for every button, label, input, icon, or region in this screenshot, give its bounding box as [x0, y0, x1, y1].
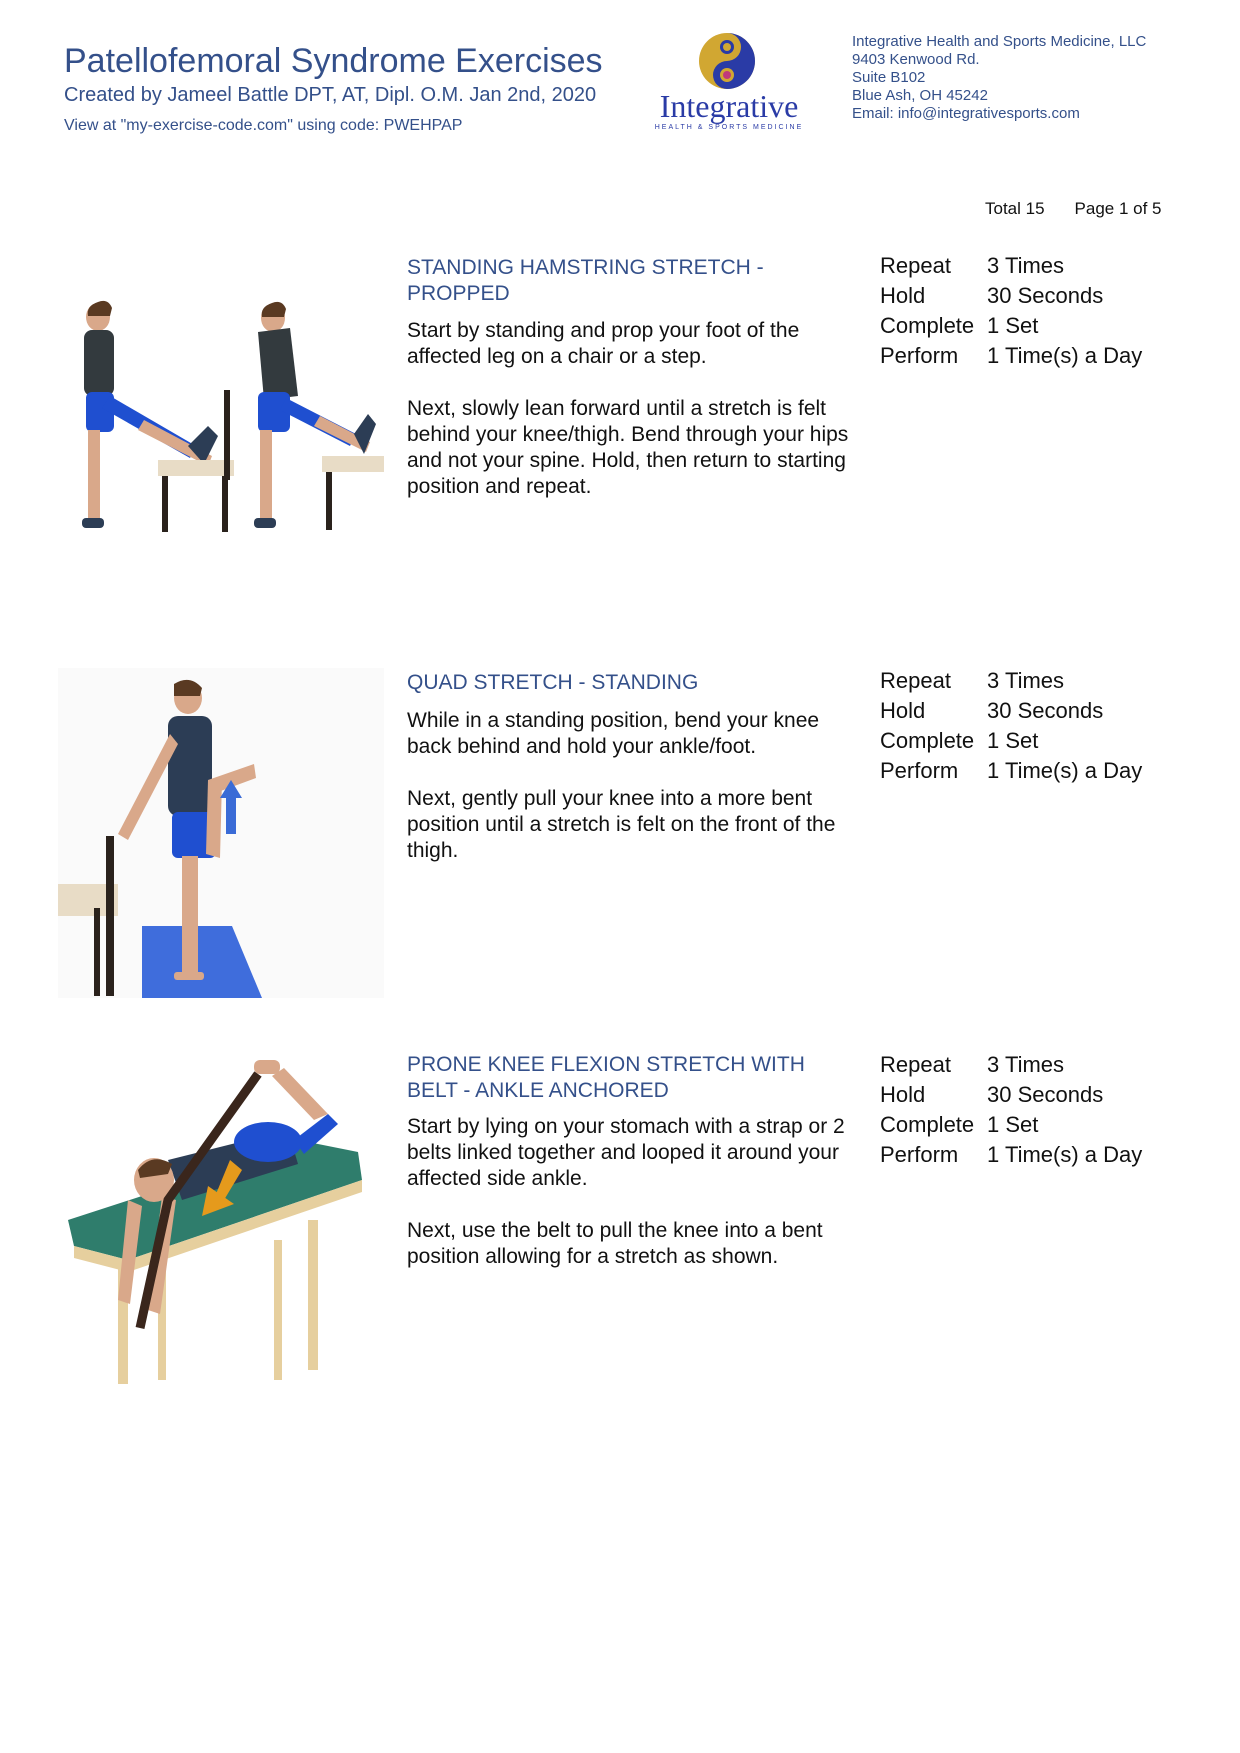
page-number: Page 1 of 5: [1074, 199, 1162, 218]
complete-value: 1 Set: [987, 728, 1039, 753]
hold-label: Hold: [880, 698, 926, 723]
exercise-code-line: View at "my-exercise-code.com" using code: PWEHPAP: [64, 117, 463, 134]
complete-label: Complete: [880, 1112, 975, 1137]
exercise-title: QUAD STRETCH - STANDING: [407, 671, 699, 694]
hold-value: 30 Seconds: [987, 1082, 1104, 1107]
quad-stretch-illustration: [58, 668, 384, 998]
perform-value: 1 Time(s) a Day: [987, 343, 1143, 368]
exercise-description: [407, 708, 857, 890]
page-title: Patellofemoral Syndrome Exercises: [64, 42, 603, 80]
exercise-parameters: [880, 251, 1142, 371]
complete-label: Complete: [880, 728, 975, 753]
exercise-title: PRONE KNEE FLEXION STRETCH WITH BELT - ANKLE ANCHORED: [407, 1053, 805, 1102]
exercise-parameters: [880, 666, 1142, 786]
description-paragraph: Start by standing and prop your foot of the affected leg on a chair or a step.: [407, 319, 800, 368]
hold-label: Hold: [880, 1082, 926, 1107]
hold-value: 30 Seconds: [987, 283, 1104, 308]
complete-value: 1 Set: [987, 1112, 1039, 1137]
total-count: Total 15: [985, 199, 1045, 218]
description-paragraph: Start by lying on your stomach with a strap or 2 belts linked together and looped it around your affected side ankle.: [407, 1115, 845, 1190]
exercise-parameters: [880, 1050, 1142, 1170]
prone-knee-flexion-illustration: [58, 1060, 384, 1390]
complete-label: Complete: [880, 313, 975, 338]
repeat-label: Repeat: [880, 1052, 951, 1077]
exercise-description: [407, 1114, 857, 1296]
complete-value: 1 Set: [987, 313, 1039, 338]
perform-label: Perform: [880, 1142, 959, 1167]
perform-value: 1 Time(s) a Day: [987, 1142, 1143, 1167]
perform-label: Perform: [880, 758, 959, 783]
hamstring-stretch-illustration: [58, 250, 384, 580]
author-line: Created by Jameel Battle DPT, AT, Dipl. O.M. Jan 2nd, 2020: [64, 84, 597, 106]
hold-label: Hold: [880, 283, 926, 308]
hold-value: 30 Seconds: [987, 698, 1104, 723]
repeat-value: 3 Times: [987, 668, 1065, 693]
logo-tagline: HEALTH & SPORTS MEDICINE: [654, 124, 804, 131]
description-paragraph: Next, slowly lean forward until a stretch is felt behind your knee/thigh. Bend through your hips and not your spine. Hold, then return to starting position and repeat.: [407, 397, 849, 498]
exercise-title: STANDING HAMSTRING STRETCH - PROPPED: [407, 256, 764, 305]
repeat-value: 3 Times: [987, 253, 1065, 278]
clinic-email: Email: info@integrativesports.com: [852, 105, 1080, 122]
clinic-suite: Suite B102: [852, 69, 926, 86]
description-paragraph: While in a standing position, bend your knee back behind and hold your ankle/foot.: [407, 709, 820, 758]
integrative-logo: [648, 30, 818, 138]
clinic-name: Integrative Health and Sports Medicine, LLC: [852, 33, 1147, 50]
description-paragraph: Next, gently pull your knee into a more bent position until a stretch is felt on the front of the thigh.: [407, 787, 836, 862]
repeat-label: Repeat: [880, 253, 951, 278]
perform-value: 1 Time(s) a Day: [987, 758, 1143, 783]
yin-yang-logo-icon: [648, 30, 818, 90]
clinic-street: 9403 Kenwood Rd.: [852, 51, 980, 68]
page-info: [985, 199, 1162, 219]
repeat-label: Repeat: [880, 668, 951, 693]
repeat-value: 3 Times: [987, 1052, 1065, 1077]
exercise-description: [407, 318, 857, 526]
clinic-city: Blue Ash, OH 45242: [852, 87, 988, 104]
logo-wordmark: Integrative: [659, 88, 799, 124]
perform-label: Perform: [880, 343, 959, 368]
clinic-contact: [852, 33, 1146, 123]
description-paragraph: Next, use the belt to pull the knee into a bent position allowing for a stretch as shown.: [407, 1219, 823, 1268]
